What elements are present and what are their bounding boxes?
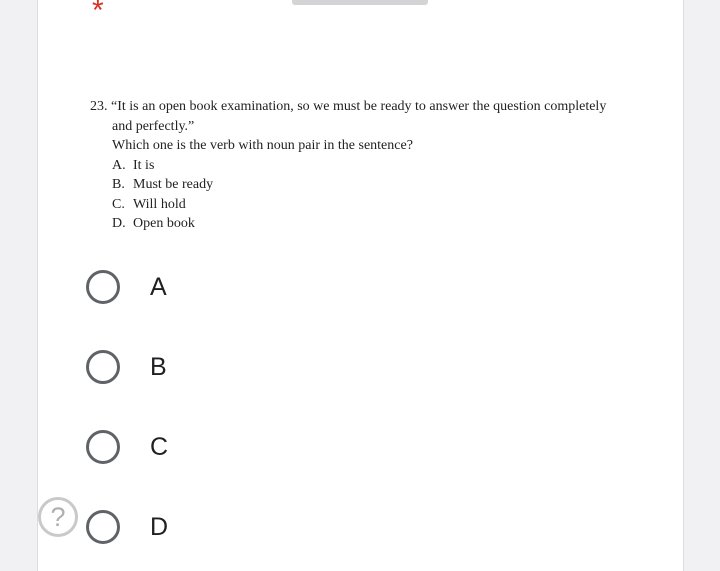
question-option-letter: C. <box>112 196 125 212</box>
help-icon[interactable]: ? <box>38 497 78 537</box>
question-option-text: Open book <box>133 216 195 231</box>
question-option <box>90 214 635 234</box>
question-text <box>90 97 635 234</box>
question-option-text: Will hold <box>133 196 186 212</box>
choice-a[interactable] <box>86 267 386 307</box>
choice-c[interactable] <box>86 427 386 467</box>
question-option <box>90 175 635 195</box>
question-prompt: Which one is the verb with noun pair in the sentence? <box>112 138 413 153</box>
required-marker: * <box>92 0 104 27</box>
question-option-letter: D. <box>112 216 126 231</box>
radio-button[interactable] <box>86 430 120 464</box>
radio-button[interactable] <box>86 510 120 544</box>
radio-button[interactable] <box>86 270 120 304</box>
question-option-text: Must be ready <box>133 177 214 192</box>
choice-label: D <box>150 512 169 541</box>
question-line-2: and perfectly.” <box>112 118 195 134</box>
radio-button[interactable] <box>86 350 120 384</box>
question-option <box>90 195 635 215</box>
question-option-letter: A. <box>112 157 126 173</box>
choice-b[interactable] <box>86 347 386 387</box>
choice-d[interactable] <box>86 507 386 547</box>
question-line-1: 23. “It is an open book examination, so we must be ready to answer the question completely <box>90 99 607 114</box>
choice-label: B <box>150 352 167 381</box>
choice-label: A <box>150 272 167 301</box>
question-option-letter: B. <box>112 177 125 192</box>
choice-label: C <box>150 432 169 461</box>
scroll-handle[interactable] <box>292 0 428 5</box>
question-option <box>90 156 635 176</box>
question-option-text: It is <box>133 157 155 173</box>
